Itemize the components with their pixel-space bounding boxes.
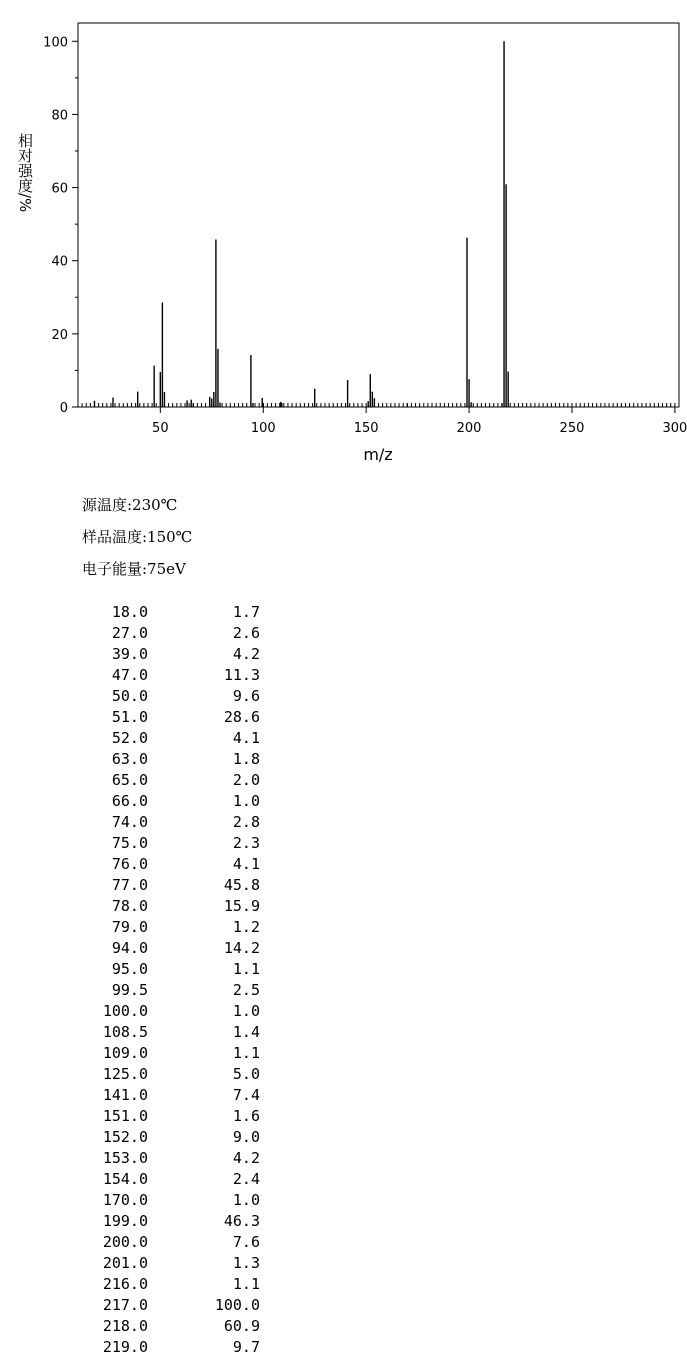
peak-mz: 27.0 [111,624,148,642]
peak-row [92,1295,272,1316]
peak-intensity: 9.6 [232,687,260,705]
plot-frame [78,23,679,407]
peak-intensity: 100.0 [214,1296,260,1314]
peak-intensity: 9.0 [232,1128,260,1146]
peak-row [92,791,272,812]
peak-mz: 66.0 [111,792,148,810]
peak-row [92,770,272,791]
peak-mz: 77.0 [111,876,148,894]
peak-row [92,749,272,770]
peak-row [92,602,272,623]
y-tick-label: 20 [51,327,68,343]
peak-intensity: 4.2 [232,645,260,663]
peak-intensity: 5.0 [232,1065,260,1083]
y-axis [43,35,78,416]
peak-row [92,1190,272,1211]
peak-intensity: 4.2 [232,1149,260,1167]
y-tick-label: 100 [43,35,68,51]
peak-intensity: 4.1 [232,729,260,747]
peak-row [92,1253,272,1274]
peak-intensity: 1.7 [232,603,260,621]
peak-intensity: 4.1 [232,855,260,873]
peak-mz: 153.0 [102,1149,148,1167]
peak-mz: 200.0 [102,1233,148,1251]
peak-mz: 199.0 [102,1212,148,1230]
peak-row [92,1337,272,1358]
peak-intensity: 1.1 [232,1044,260,1062]
peak-row [92,875,272,896]
peak-row [92,854,272,875]
peak-mz: 109.0 [102,1044,148,1062]
peak-row [92,1085,272,1106]
peak-row [92,728,272,749]
x-tick-label: 300 [662,421,687,436]
peak-mz: 18.0 [111,603,148,621]
peak-row [92,1232,272,1253]
source-temperature: 源温度:230℃ [82,496,178,514]
peak-mz: 39.0 [111,645,148,663]
peak-mz: 50.0 [111,687,148,705]
peak-intensity: 14.2 [223,939,260,957]
peak-row [92,896,272,917]
peak-intensity: 2.3 [232,834,260,852]
peak-mz: 201.0 [102,1254,148,1272]
peak-intensity: 15.9 [223,897,260,915]
y-axis-label: 相对强度/% [16,133,34,213]
peak-row [92,686,272,707]
sample-temperature: 样品温度:150℃ [82,528,193,546]
peak-row [92,1106,272,1127]
peak-row [92,707,272,728]
peak-mz: 63.0 [111,750,148,768]
mass-spectrum-chart [0,0,687,470]
peak-intensity: 11.3 [223,666,260,684]
peak-mz: 95.0 [111,960,148,978]
peak-intensity: 2.4 [232,1170,260,1188]
peak-intensity: 1.4 [232,1023,260,1041]
peak-row [92,1043,272,1064]
peak-intensity: 2.6 [232,624,260,642]
peak-mz: 151.0 [102,1107,148,1125]
peak-mz: 152.0 [102,1128,148,1146]
peak-row [92,833,272,854]
peak-row [92,917,272,938]
peak-mz: 65.0 [111,771,148,789]
peak-mz: 47.0 [111,666,148,684]
peak-mz: 75.0 [111,834,148,852]
peak-intensity: 45.8 [223,876,260,894]
x-tick-label: 150 [353,421,379,436]
peak-mz: 99.5 [111,981,148,999]
peak-row [92,812,272,833]
peak-intensity: 2.5 [232,981,260,999]
x-axis-label: m/z [363,445,393,464]
peak-intensity: 1.0 [232,1191,260,1209]
peak-mz: 78.0 [111,897,148,915]
peak-mz: 125.0 [102,1065,148,1083]
x-tick-label: 50 [152,421,169,436]
peak-row [92,1064,272,1085]
electron-energy: 电子能量:75eV [82,560,186,578]
peak-row [92,980,272,1001]
peak-intensity: 2.8 [232,813,260,831]
peak-row [92,1316,272,1337]
minor-ticks [82,403,675,407]
peak-mz: 141.0 [102,1086,148,1104]
y-tick-label: 80 [51,108,68,124]
peak-mz: 100.0 [102,1002,148,1020]
peak-intensity: 2.0 [232,771,260,789]
peak-intensity: 1.6 [232,1107,260,1125]
peak-row [92,1022,272,1043]
peak-intensity: 1.0 [232,792,260,810]
peak-row [92,1169,272,1190]
y-tick-label: 40 [51,254,68,270]
peak-mz: 94.0 [111,939,148,957]
peak-mz: 74.0 [111,813,148,831]
peak-row [92,1127,272,1148]
peak-mz: 52.0 [111,729,148,747]
peak-row [92,665,272,686]
peak-intensity: 1.1 [232,1275,260,1293]
peak-mz: 108.5 [102,1023,148,1041]
y-tick-label: 0 [59,401,68,416]
peak-mz: 219.0 [102,1338,148,1356]
peak-intensity: 7.6 [232,1233,260,1251]
y-tick-label: 60 [51,181,68,197]
peak-row [92,1274,272,1295]
peak-intensity: 1.0 [232,1002,260,1020]
peak-row [92,644,272,665]
x-tick-label: 100 [250,421,276,436]
peak-row [92,623,272,644]
peak-mz: 51.0 [111,708,148,726]
peak-row [92,938,272,959]
peak-row [92,959,272,980]
peak-mz: 217.0 [102,1296,148,1314]
peak-intensity: 1.1 [232,960,260,978]
peak-row [92,1211,272,1232]
peak-intensity: 1.3 [232,1254,260,1272]
peak-intensity: 46.3 [223,1212,260,1230]
peak-row [92,1148,272,1169]
peak-mz: 170.0 [102,1191,148,1209]
peak-mz: 79.0 [111,918,148,936]
peak-intensity: 28.6 [223,708,260,726]
peak-intensity: 60.9 [223,1317,260,1335]
peak-intensity: 1.8 [232,750,260,768]
peak-intensity: 7.4 [232,1086,260,1104]
peak-mz: 218.0 [102,1317,148,1335]
peak-mz: 76.0 [111,855,148,873]
spectrum-bars [94,41,508,407]
peak-intensity: 9.7 [232,1338,260,1356]
x-tick-label: 200 [456,421,482,436]
peak-row [92,1001,272,1022]
x-axis [152,407,687,436]
peak-mz: 154.0 [102,1170,148,1188]
peak-mz: 216.0 [102,1275,148,1293]
peak-table [92,602,272,1358]
peak-intensity: 1.2 [232,918,260,936]
x-tick-label: 250 [559,421,585,436]
